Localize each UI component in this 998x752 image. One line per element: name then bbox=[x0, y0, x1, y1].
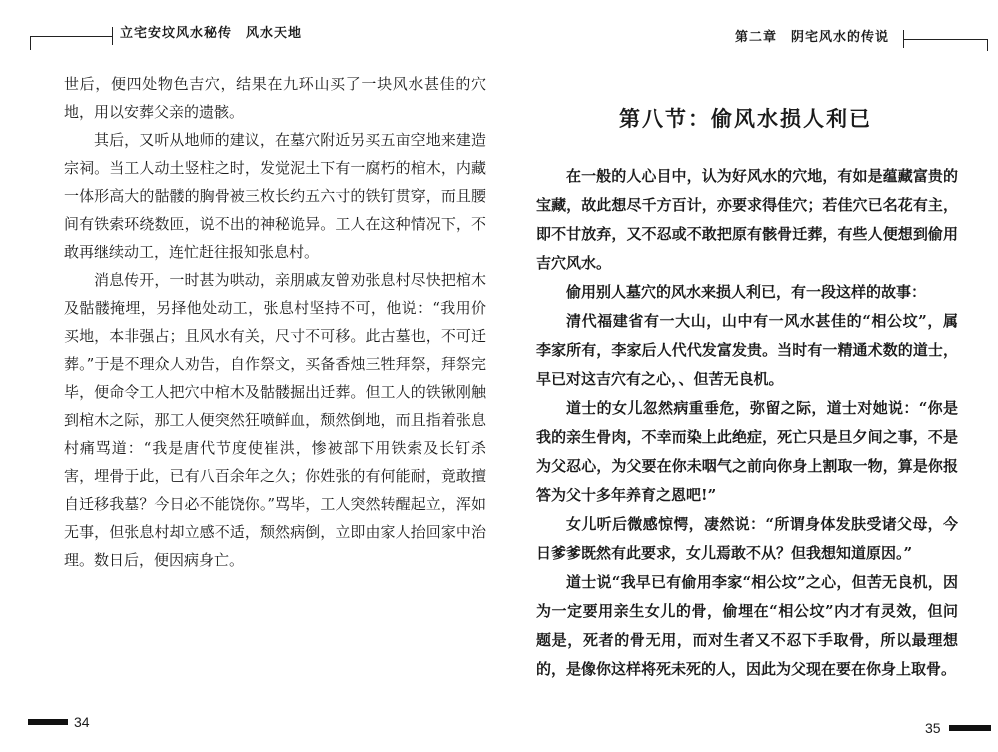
left-header-edge bbox=[30, 36, 31, 50]
left-body-text bbox=[64, 70, 486, 574]
left-paragraph-2: 其后，又听从地师的建议，在墓穴附近另买五亩空地来建造宗祠。当工人动土竖柱之时，发觉泥土下有一腐朽的棺木，内藏一体形高大的骷髅的胸骨被三枚长约五六寸的铁钉贯穿，而且腰间有铁索环绕数匝，说不出的神秘诡异。工人在这种情况下，不敢再继续动工，连忙赶往报知张息村。 bbox=[64, 131, 486, 261]
left-header-tick bbox=[112, 27, 113, 45]
left-header-rule bbox=[30, 36, 112, 37]
right-paragraph-2: 偷用别人墓穴的风水来损人利已，有一段这样的故事： bbox=[566, 283, 927, 301]
left-footer-bar bbox=[28, 719, 68, 725]
right-paragraph-5: 女儿听后微感惊愕，凄然说：“所谓身体发肤受诸父母，今日爹爹既然有此要求，女儿焉敢不从？但我想知道原因。” bbox=[536, 515, 958, 562]
right-body-text bbox=[536, 162, 958, 684]
right-footer-bar bbox=[949, 725, 991, 731]
right-paragraph-4: 道士的女儿忽然病重垂危，弥留之际，道士对她说：“你是我的亲生骨肉，不幸而染上此绝症，死亡只是旦夕间之事，不是为父忍心，为父要在你未咽气之前向你身上割取一物，算是你报答为父十多年养育之恩吧!” bbox=[536, 399, 958, 504]
section-title: 第八节：偷风水损人利已 bbox=[619, 107, 872, 131]
left-paragraph-3: 消息传开，一时甚为哄动，亲朋戚友曾劝张息村尽快把棺木及骷髅掩埋，另择他处动工，张息村坚持不可，他说：“我用价买地，本非强占；且风水有关，尺寸不可移。此古墓也，不可迁葬。”于是不理众人劝告，自作祭文，买备香烛三牲拜祭，拜祭完毕，便命令工人把穴中棺木及骷髅掘出迁葬。但工人的铁锹刚触到棺木之际，那工人便突然狂喷鲜血，颓然倒地，而且指着张息村痛骂道：“我是唐代节度使崔洪，惨被部下用铁索及长钉杀害，埋骨于此，已有八百余年之久；你姓张的有何能耐，竟敢擅自迁移我墓？今日必不能饶你。”骂毕，工人突然转醒起立，浑如无事，但张息村却立感不适，颓然病倒，立即由家人抬回家中治理。数日后，便因病身亡。 bbox=[64, 271, 486, 569]
left-paragraph-1: 世后，便四处物色吉穴，结果在九环山买了一块风水甚佳的穴地，用以安葬父亲的遗骸。 bbox=[64, 75, 486, 121]
left-running-head: 立宅安坟风水秘传 风水天地 bbox=[120, 26, 303, 41]
right-page-number: 35 bbox=[925, 720, 941, 736]
left-page-number: 34 bbox=[74, 714, 90, 730]
right-paragraph-6: 道士说“我早已有偷用李家“相公坟”之心，但苦无良机，因为一定要用亲生女儿的骨，偷埋在“相公坟”内才有灵效，但问题是，死者的骨无用，而对生者又不忍下手取骨，所以最理想的，是像你这样将死未死的人，因此为父现在要在你身上取骨。 bbox=[536, 573, 958, 678]
right-paragraph-1: 在一般的人心目中，认为好风水的穴地，有如是蕴藏富贵的宝藏，故此想尽千方百计，亦要求得佳穴；若佳穴已名花有主，即不甘放弃，又不忍或不敢把原有骸骨迁葬，有些人便想到偷用吉穴风水。 bbox=[536, 167, 958, 272]
right-header-edge bbox=[987, 39, 988, 51]
right-page bbox=[499, 0, 998, 752]
right-paragraph-3: 清代福建省有一大山，山中有一风水甚佳的“相公坟”，属李家所有，李家后人代代发富发贵。当时有一精通术数的道士，早已对这吉穴有之心，、但苦无良机。 bbox=[536, 312, 958, 388]
right-running-head: 第二章 阴宅风水的传说 bbox=[735, 30, 890, 45]
right-header-rule bbox=[903, 39, 987, 40]
